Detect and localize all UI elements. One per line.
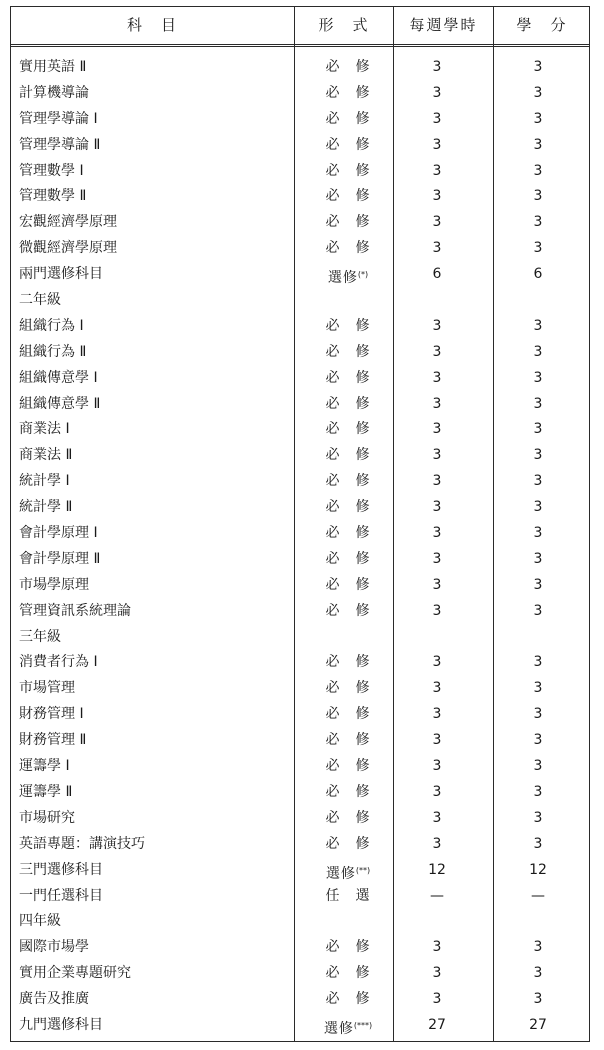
course-name: 管理數學 Ⅱ xyxy=(19,188,87,205)
table-row xyxy=(11,521,589,547)
table-row xyxy=(11,625,589,651)
course-format-label: 必 修 xyxy=(325,602,371,619)
course-name: 九門選修科目 xyxy=(19,1016,103,1033)
credits-value: 3 xyxy=(533,317,543,334)
course-name: 市場研究 xyxy=(19,809,75,826)
table-row xyxy=(11,961,589,987)
credits-value: 6 xyxy=(533,266,543,283)
credits-value: 3 xyxy=(533,84,543,101)
course-format xyxy=(303,573,393,599)
weekly-hours-value: 12 xyxy=(428,861,446,878)
table-row xyxy=(11,366,589,392)
table-row xyxy=(11,288,589,314)
table-row xyxy=(11,81,589,107)
weekly-hours-value: 3 xyxy=(432,706,442,723)
table-row xyxy=(11,55,589,81)
credits-value: 3 xyxy=(533,758,543,775)
course-name: 廣告及推廣 xyxy=(19,991,89,1008)
course-format-label: 必 修 xyxy=(325,706,371,723)
course-format xyxy=(303,159,393,185)
course-format-label: 選修 xyxy=(325,865,356,882)
course-name: 統計學 Ⅱ xyxy=(19,499,73,516)
weekly-hours-value: 3 xyxy=(432,162,442,179)
credits-value: — xyxy=(531,887,545,904)
table-row xyxy=(11,495,589,521)
weekly-hours-value: 3 xyxy=(432,421,442,438)
course-format xyxy=(303,806,393,832)
course-name: 財務管理 Ⅰ xyxy=(19,706,84,723)
course-format xyxy=(303,702,393,728)
weekly-hours-value: 3 xyxy=(432,732,442,749)
weekly-hours-value: 3 xyxy=(432,369,442,386)
weekly-hours-value: 3 xyxy=(432,84,442,101)
course-name: 實用企業專題研究 xyxy=(19,965,131,982)
course-name: 會計學原理 Ⅱ xyxy=(19,550,101,567)
course-name: 實用英語 Ⅱ xyxy=(19,59,87,75)
credits-value: 3 xyxy=(533,188,543,205)
course-format-label: 任 選 xyxy=(325,887,371,904)
table-row xyxy=(11,780,589,806)
course-format-label: 必 修 xyxy=(325,732,371,749)
course-name: 統計學 Ⅰ xyxy=(19,473,70,490)
elective-footnote-mark: (*) xyxy=(357,270,369,280)
course-format xyxy=(303,935,393,961)
header-weekly-hours: 每週學時 xyxy=(409,16,478,34)
table-row xyxy=(11,184,589,210)
course-format-label: 必 修 xyxy=(325,576,371,593)
course-format xyxy=(303,650,393,676)
course-format-label: 必 修 xyxy=(325,525,371,542)
course-name: 管理數學 Ⅰ xyxy=(19,162,84,179)
course-name: 組織傳意學 Ⅰ xyxy=(19,369,98,386)
credits-value: 3 xyxy=(533,680,543,697)
course-name: 運籌學 Ⅰ xyxy=(19,758,70,775)
credits-value: 3 xyxy=(533,110,543,127)
table-row xyxy=(11,469,589,495)
course-format xyxy=(303,599,393,625)
weekly-hours-value: 3 xyxy=(432,525,442,542)
course-format xyxy=(303,884,393,910)
weekly-hours-value: 6 xyxy=(432,266,442,283)
course-format-label: 必 修 xyxy=(325,59,371,75)
course-name: 微觀經濟學原理 xyxy=(19,240,117,257)
table-row xyxy=(11,573,589,599)
course-format-label: 必 修 xyxy=(325,110,371,127)
credits-value: 3 xyxy=(533,421,543,438)
course-format-label: 必 修 xyxy=(325,343,371,360)
course-format xyxy=(303,81,393,107)
course-name: 財務管理 Ⅱ xyxy=(19,732,87,749)
table-row xyxy=(11,547,589,573)
course-format xyxy=(303,547,393,573)
credits-value: 3 xyxy=(533,654,543,671)
course-format-label: 必 修 xyxy=(325,991,371,1008)
course-name: 國際市場學 xyxy=(19,939,89,956)
weekly-hours-value: 3 xyxy=(432,758,442,775)
weekly-hours-value: 3 xyxy=(432,654,442,671)
course-format-label: 必 修 xyxy=(325,214,371,231)
credits-value: 27 xyxy=(529,1016,547,1033)
credits-value: 3 xyxy=(533,447,543,464)
table-body xyxy=(11,55,589,1039)
course-format xyxy=(303,55,393,81)
credits-value: 3 xyxy=(533,939,543,956)
table-row xyxy=(11,987,589,1013)
course-name: 組織行為 Ⅱ xyxy=(19,343,87,360)
credits-value: 3 xyxy=(533,59,543,75)
course-format xyxy=(303,780,393,806)
course-format-label: 必 修 xyxy=(325,550,371,567)
course-name: 宏觀經濟學原理 xyxy=(19,214,117,231)
course-format xyxy=(303,210,393,236)
credits-value: 3 xyxy=(533,732,543,749)
table-row xyxy=(11,728,589,754)
elective-footnote-mark: (***) xyxy=(353,1020,373,1030)
credits-value: 12 xyxy=(529,861,547,878)
table-row xyxy=(11,210,589,236)
course-format-label: 必 修 xyxy=(325,783,371,800)
credits-value: 3 xyxy=(533,576,543,593)
course-format xyxy=(303,987,393,1013)
credits-value: 3 xyxy=(533,499,543,516)
weekly-hours-value: 3 xyxy=(432,939,442,956)
course-name: 商業法 Ⅰ xyxy=(19,421,70,438)
course-name: 英語專題：講演技巧 xyxy=(19,835,145,852)
credits-value: 3 xyxy=(533,965,543,982)
weekly-hours-value: 3 xyxy=(432,447,442,464)
credits-value: 3 xyxy=(533,240,543,257)
weekly-hours-value: 3 xyxy=(432,783,442,800)
course-format xyxy=(303,184,393,210)
table-row xyxy=(11,650,589,676)
course-format xyxy=(303,107,393,133)
weekly-hours-value: 3 xyxy=(432,473,442,490)
course-table xyxy=(10,6,590,1042)
credits-value: 3 xyxy=(533,783,543,800)
course-name: 商業法 Ⅱ xyxy=(19,447,73,464)
credits-value: 3 xyxy=(533,706,543,723)
course-format-label: 必 修 xyxy=(325,162,371,179)
course-format-label: 必 修 xyxy=(325,447,371,464)
course-format xyxy=(303,314,393,340)
course-format xyxy=(303,676,393,702)
credits-value: 3 xyxy=(533,136,543,153)
weekly-hours-value: 3 xyxy=(432,317,442,334)
weekly-hours-value: 3 xyxy=(432,602,442,619)
course-format-label: 選修 xyxy=(323,1020,354,1037)
course-format-label: 必 修 xyxy=(325,654,371,671)
course-format-label: 必 修 xyxy=(325,84,371,101)
table-row xyxy=(11,754,589,780)
course-name: 三門選修科目 xyxy=(19,861,103,878)
course-format-label: 必 修 xyxy=(325,421,371,438)
course-format xyxy=(303,366,393,392)
table-row xyxy=(11,806,589,832)
course-name: 兩門選修科目 xyxy=(19,266,103,283)
course-format xyxy=(303,443,393,469)
course-format xyxy=(303,832,393,858)
credits-value: 3 xyxy=(533,395,543,412)
course-format-label: 必 修 xyxy=(325,188,371,205)
course-format xyxy=(303,961,393,987)
table-row xyxy=(11,159,589,185)
course-format xyxy=(303,1013,393,1043)
credits-value: 3 xyxy=(533,369,543,386)
table-row xyxy=(11,1013,589,1039)
table-row xyxy=(11,909,589,935)
course-format-label: 必 修 xyxy=(325,369,371,386)
table-row xyxy=(11,417,589,443)
weekly-hours-value: 3 xyxy=(432,965,442,982)
course-format xyxy=(303,754,393,780)
course-name: 市場管理 xyxy=(19,680,75,697)
course-format-label: 必 修 xyxy=(325,835,371,852)
course-format-label: 必 修 xyxy=(325,939,371,956)
credits-value: 3 xyxy=(533,473,543,490)
credits-value: 3 xyxy=(533,343,543,360)
weekly-hours-value: 3 xyxy=(432,214,442,231)
course-format xyxy=(303,469,393,495)
course-format xyxy=(303,417,393,443)
table-row xyxy=(11,599,589,625)
table-row xyxy=(11,676,589,702)
weekly-hours-value: 3 xyxy=(432,343,442,360)
header-divider xyxy=(11,44,589,47)
course-name: 四年級 xyxy=(19,913,61,930)
table-row xyxy=(11,858,589,884)
table-row xyxy=(11,702,589,728)
credits-value: 3 xyxy=(533,602,543,619)
course-format-label: 必 修 xyxy=(325,809,371,826)
credits-value: 3 xyxy=(533,809,543,826)
table-row xyxy=(11,935,589,961)
weekly-hours-value: 3 xyxy=(432,991,442,1008)
weekly-hours-value: — xyxy=(430,887,444,904)
course-format-label: 必 修 xyxy=(325,965,371,982)
weekly-hours-value: 3 xyxy=(432,835,442,852)
course-format-label: 必 修 xyxy=(325,473,371,490)
course-name: 管理資訊系統理論 xyxy=(19,602,131,619)
course-format-label: 必 修 xyxy=(325,499,371,516)
weekly-hours-value: 3 xyxy=(432,395,442,412)
course-name: 消費者行為 Ⅰ xyxy=(19,654,98,671)
course-name: 三年級 xyxy=(19,628,61,645)
table-row xyxy=(11,832,589,858)
course-name: 市場學原理 xyxy=(19,576,89,593)
credits-value: 3 xyxy=(533,525,543,542)
table-row xyxy=(11,884,589,910)
credits-value: 3 xyxy=(533,550,543,567)
course-format-label: 必 修 xyxy=(325,395,371,412)
weekly-hours-value: 3 xyxy=(432,240,442,257)
course-format xyxy=(303,236,393,262)
course-format xyxy=(303,728,393,754)
weekly-hours-value: 3 xyxy=(432,59,442,75)
course-format-label: 必 修 xyxy=(325,136,371,153)
course-format xyxy=(303,392,393,418)
table-row xyxy=(11,443,589,469)
course-format-label: 必 修 xyxy=(325,680,371,697)
weekly-hours-value: 3 xyxy=(432,499,442,516)
weekly-hours-value: 3 xyxy=(432,809,442,826)
table-row xyxy=(11,236,589,262)
weekly-hours-value: 3 xyxy=(432,680,442,697)
elective-footnote-mark: (**) xyxy=(355,865,371,875)
header-subject: 科 目 xyxy=(126,16,178,34)
course-format xyxy=(303,340,393,366)
course-name: 二年級 xyxy=(19,292,61,309)
course-name: 組織傳意學 Ⅱ xyxy=(19,395,101,412)
table-row xyxy=(11,262,589,288)
credits-value: 3 xyxy=(533,991,543,1008)
course-name: 管理學導論 Ⅱ xyxy=(19,136,101,153)
table-row xyxy=(11,133,589,159)
table-row xyxy=(11,314,589,340)
weekly-hours-value: 3 xyxy=(432,136,442,153)
course-format xyxy=(303,495,393,521)
course-format-label: 選修 xyxy=(327,270,358,287)
weekly-hours-value: 3 xyxy=(432,188,442,205)
course-name: 管理學導論 Ⅰ xyxy=(19,110,98,127)
weekly-hours-value: 3 xyxy=(432,550,442,567)
course-name: 一門任選科目 xyxy=(19,887,103,904)
credits-value: 3 xyxy=(533,214,543,231)
course-format-label: 必 修 xyxy=(325,317,371,334)
table-row xyxy=(11,392,589,418)
course-name: 運籌學 Ⅱ xyxy=(19,783,73,800)
course-name: 計算機導論 xyxy=(19,84,89,101)
weekly-hours-value: 27 xyxy=(428,1016,446,1033)
course-format-label: 必 修 xyxy=(325,758,371,775)
header-format: 形 式 xyxy=(318,16,370,34)
header-credits: 學 分 xyxy=(516,16,568,34)
weekly-hours-value: 3 xyxy=(432,110,442,127)
table-row xyxy=(11,340,589,366)
table-row xyxy=(11,107,589,133)
credits-value: 3 xyxy=(533,835,543,852)
course-format-label: 必 修 xyxy=(325,240,371,257)
course-name: 組織行為 Ⅰ xyxy=(19,317,84,334)
weekly-hours-value: 3 xyxy=(432,576,442,593)
course-format xyxy=(303,521,393,547)
course-format xyxy=(303,133,393,159)
course-name: 會計學原理 Ⅰ xyxy=(19,525,98,542)
credits-value: 3 xyxy=(533,162,543,179)
